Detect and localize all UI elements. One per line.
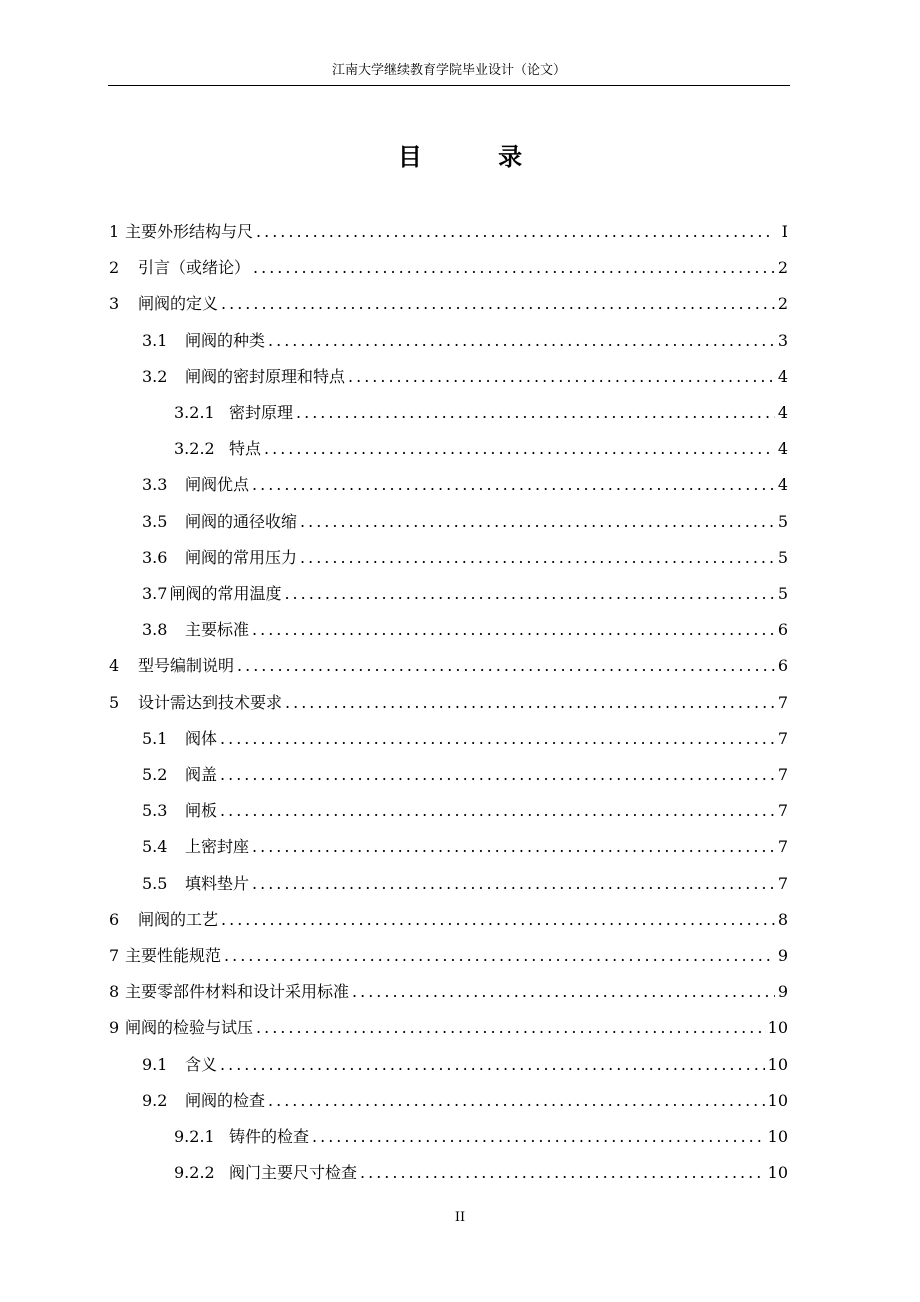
toc-entry-number: 3.6	[142, 547, 168, 567]
toc-leader-dots	[221, 907, 775, 933]
toc-entry-label: 阀盖	[185, 765, 218, 784]
toc-entry-number: 3.8	[142, 620, 168, 640]
toc-entry-page: 5	[777, 584, 788, 603]
toc-entry-page: 9	[777, 946, 788, 965]
toc-leader-dots	[268, 328, 775, 354]
toc-entry[interactable]	[174, 400, 788, 426]
toc-entry[interactable]	[142, 617, 788, 643]
toc-leader-dots	[221, 291, 775, 317]
toc-entry-label: 主要零部件材料和设计采用标准	[125, 982, 350, 1002]
toc-entry-label: 闸板	[185, 801, 218, 821]
toc-leader-dots	[237, 653, 775, 679]
toc-entry[interactable]	[109, 219, 788, 245]
toc-entry[interactable]	[109, 979, 788, 1005]
toc-entry-number: 9.2.2	[174, 1163, 215, 1183]
toc-entry-page: 5	[777, 511, 788, 531]
toc-leader-dots	[220, 762, 775, 788]
toc-entry-number: 5.5	[142, 873, 168, 893]
toc-entry-label: 闸阀优点	[185, 475, 250, 495]
toc-entry[interactable]	[142, 509, 788, 535]
toc-entry-label: 密封原理	[229, 403, 294, 422]
toc-entry-page: 7	[777, 873, 788, 893]
toc-entry-label: 闸阀的密封原理和特点	[185, 366, 346, 386]
toc-entry-page: 6	[777, 656, 788, 676]
toc-entry-label: 闸阀的常用温度	[169, 584, 282, 603]
toc-entry[interactable]	[142, 364, 788, 390]
toc-entry-label: 闸阀的种类	[185, 330, 266, 350]
toc-leader-dots	[252, 472, 775, 498]
toc-leader-dots	[268, 1088, 765, 1114]
toc-entry-page: 7	[777, 801, 788, 821]
toc-entry-page: 7	[777, 692, 788, 712]
toc-entry-number: 5.3	[142, 801, 168, 821]
toc-entry-label: 主要性能规范	[125, 946, 222, 965]
toc-entry[interactable]	[174, 1124, 788, 1150]
toc-entry-number: 5.2	[142, 765, 168, 784]
toc-entry-label: 闸阀的工艺	[138, 909, 219, 929]
toc-entry-page: 10	[767, 1127, 788, 1146]
toc-entry-number: 4	[109, 656, 120, 676]
toc-entry-number: 9.1	[142, 1054, 168, 1074]
toc-entry-label: 型号编制说明	[138, 656, 235, 676]
toc-leader-dots	[348, 364, 775, 390]
toc-leader-dots	[252, 871, 775, 897]
toc-entry-label: 填料垫片	[185, 873, 250, 893]
toc-entry-page: 2	[777, 258, 788, 278]
toc-entry-number: 3.2.2	[174, 439, 215, 459]
toc-leader-dots	[296, 400, 775, 426]
toc-entry-number: 5	[109, 692, 120, 712]
toc-entry-page: 10	[767, 1018, 788, 1038]
toc-leader-dots	[220, 726, 775, 752]
toc-entry[interactable]	[142, 834, 788, 860]
toc-entry-page: 10	[767, 1090, 788, 1110]
toc-entry-page: 5	[777, 547, 788, 567]
toc-entry-page: 9	[777, 982, 788, 1002]
toc-leader-dots	[264, 436, 775, 462]
toc-entry[interactable]	[142, 871, 788, 897]
toc-entry[interactable]	[142, 1088, 788, 1114]
toc-entry-page: 3	[777, 330, 788, 350]
toc-entry-label: 设计需达到技术要求	[138, 692, 283, 712]
toc-entry[interactable]	[109, 943, 788, 969]
toc-leader-dots	[252, 617, 775, 643]
toc-entry-number: 2	[109, 258, 120, 278]
toc-entry[interactable]	[142, 545, 788, 571]
toc-entry-page: 7	[777, 728, 788, 748]
toc-entry[interactable]	[174, 1160, 788, 1186]
toc-entry-number: 3.7	[142, 584, 168, 603]
toc-entry-page: 4	[777, 475, 788, 495]
toc-entry[interactable]	[174, 436, 788, 462]
toc-entry-number: 3.1	[142, 330, 168, 350]
toc-entry-label: 阀门主要尺寸检查	[229, 1163, 358, 1183]
toc-entry-number: 6	[109, 909, 120, 929]
toc-entry-number: 1	[109, 222, 120, 241]
toc-entry[interactable]	[142, 328, 788, 354]
toc-entry-label: 铸件的检查	[229, 1127, 310, 1146]
toc-entry[interactable]	[142, 581, 788, 607]
toc-entry-page: 6	[777, 620, 788, 640]
toc-leader-dots	[252, 834, 775, 860]
toc-entry[interactable]	[109, 690, 788, 716]
toc-leader-dots	[352, 979, 775, 1005]
toc-leader-dots	[300, 509, 775, 535]
toc-entry-page: 2	[777, 294, 788, 314]
toc-entry-number: 5.4	[142, 837, 168, 857]
toc-entry-number: 3.5	[142, 511, 168, 531]
toc-entry[interactable]	[142, 798, 788, 824]
toc-entry-label: 主要标准	[185, 620, 250, 640]
toc-entry-label: 含义	[185, 1054, 218, 1074]
toc-entry[interactable]	[109, 1015, 788, 1041]
toc-leader-dots	[220, 798, 775, 824]
toc-entry-number: 9.2.1	[174, 1127, 215, 1146]
toc-entry-page: 10	[767, 1054, 788, 1074]
toc-entry-label: 闸阀的定义	[138, 294, 219, 314]
toc-entry-number: 9.2	[142, 1090, 168, 1110]
toc-entry-page: 7	[777, 765, 788, 784]
toc-entry[interactable]	[142, 762, 788, 788]
toc-entry-page: I	[781, 222, 788, 241]
toc-entry[interactable]	[109, 291, 788, 317]
toc-entry[interactable]	[142, 1052, 788, 1078]
toc-entry-number: 3.3	[142, 475, 168, 495]
toc-entry-page: 4	[777, 439, 788, 459]
toc-entry-label: 闸阀的通径收缩	[185, 511, 298, 531]
toc-leader-dots	[256, 1015, 765, 1041]
toc-entry-label: 闸阀的检验与试压	[125, 1018, 254, 1038]
toc-leader-dots	[253, 255, 775, 281]
toc-leader-dots	[285, 690, 775, 716]
toc-entry-number: 3.2.1	[174, 403, 215, 422]
toc-leader-dots	[224, 943, 775, 969]
toc-entry-label: 阀体	[185, 728, 218, 748]
toc-entry[interactable]	[109, 907, 788, 933]
toc-entry[interactable]	[142, 726, 788, 752]
page-number: II	[454, 1210, 466, 1225]
toc-entry[interactable]	[109, 255, 788, 281]
toc-entry-label: 引言（或绪论）	[138, 258, 251, 278]
toc-entry-page: 7	[777, 837, 788, 857]
toc-entry-label: 闸阀的常用压力	[185, 547, 298, 567]
toc-entry-number: 8	[109, 982, 120, 1002]
toc-entry-number: 5.1	[142, 728, 168, 748]
header-rule	[108, 85, 790, 86]
toc-entry-page: 4	[777, 403, 788, 422]
toc-entry-number: 9	[109, 1018, 120, 1038]
toc-entry-number: 7	[109, 946, 120, 965]
toc-entry[interactable]	[109, 653, 788, 679]
toc-entry[interactable]	[142, 472, 788, 498]
toc-entry-number: 3	[109, 294, 120, 314]
toc-leader-dots	[360, 1160, 765, 1186]
running-header: 江南大学继续教育学院毕业设计（论文）	[331, 63, 566, 78]
toc-entry-page: 4	[777, 366, 788, 386]
toc-leader-dots	[220, 1052, 765, 1078]
toc-entry-number: 3.2	[142, 366, 168, 386]
toc-entry-page: 8	[777, 909, 788, 929]
toc-leader-dots	[300, 545, 775, 571]
toc-entry-label: 上密封座	[185, 837, 250, 857]
toc-entry-label: 特点	[229, 439, 262, 459]
toc-leader-dots	[312, 1124, 765, 1150]
toc-leader-dots	[256, 219, 775, 245]
toc-entry-label: 闸阀的检查	[185, 1090, 266, 1110]
toc-entry-label: 主要外形结构与尺	[125, 222, 254, 241]
toc-title: 目 录	[397, 142, 557, 171]
toc-entry-page: 10	[767, 1163, 788, 1183]
toc-leader-dots	[284, 581, 774, 607]
